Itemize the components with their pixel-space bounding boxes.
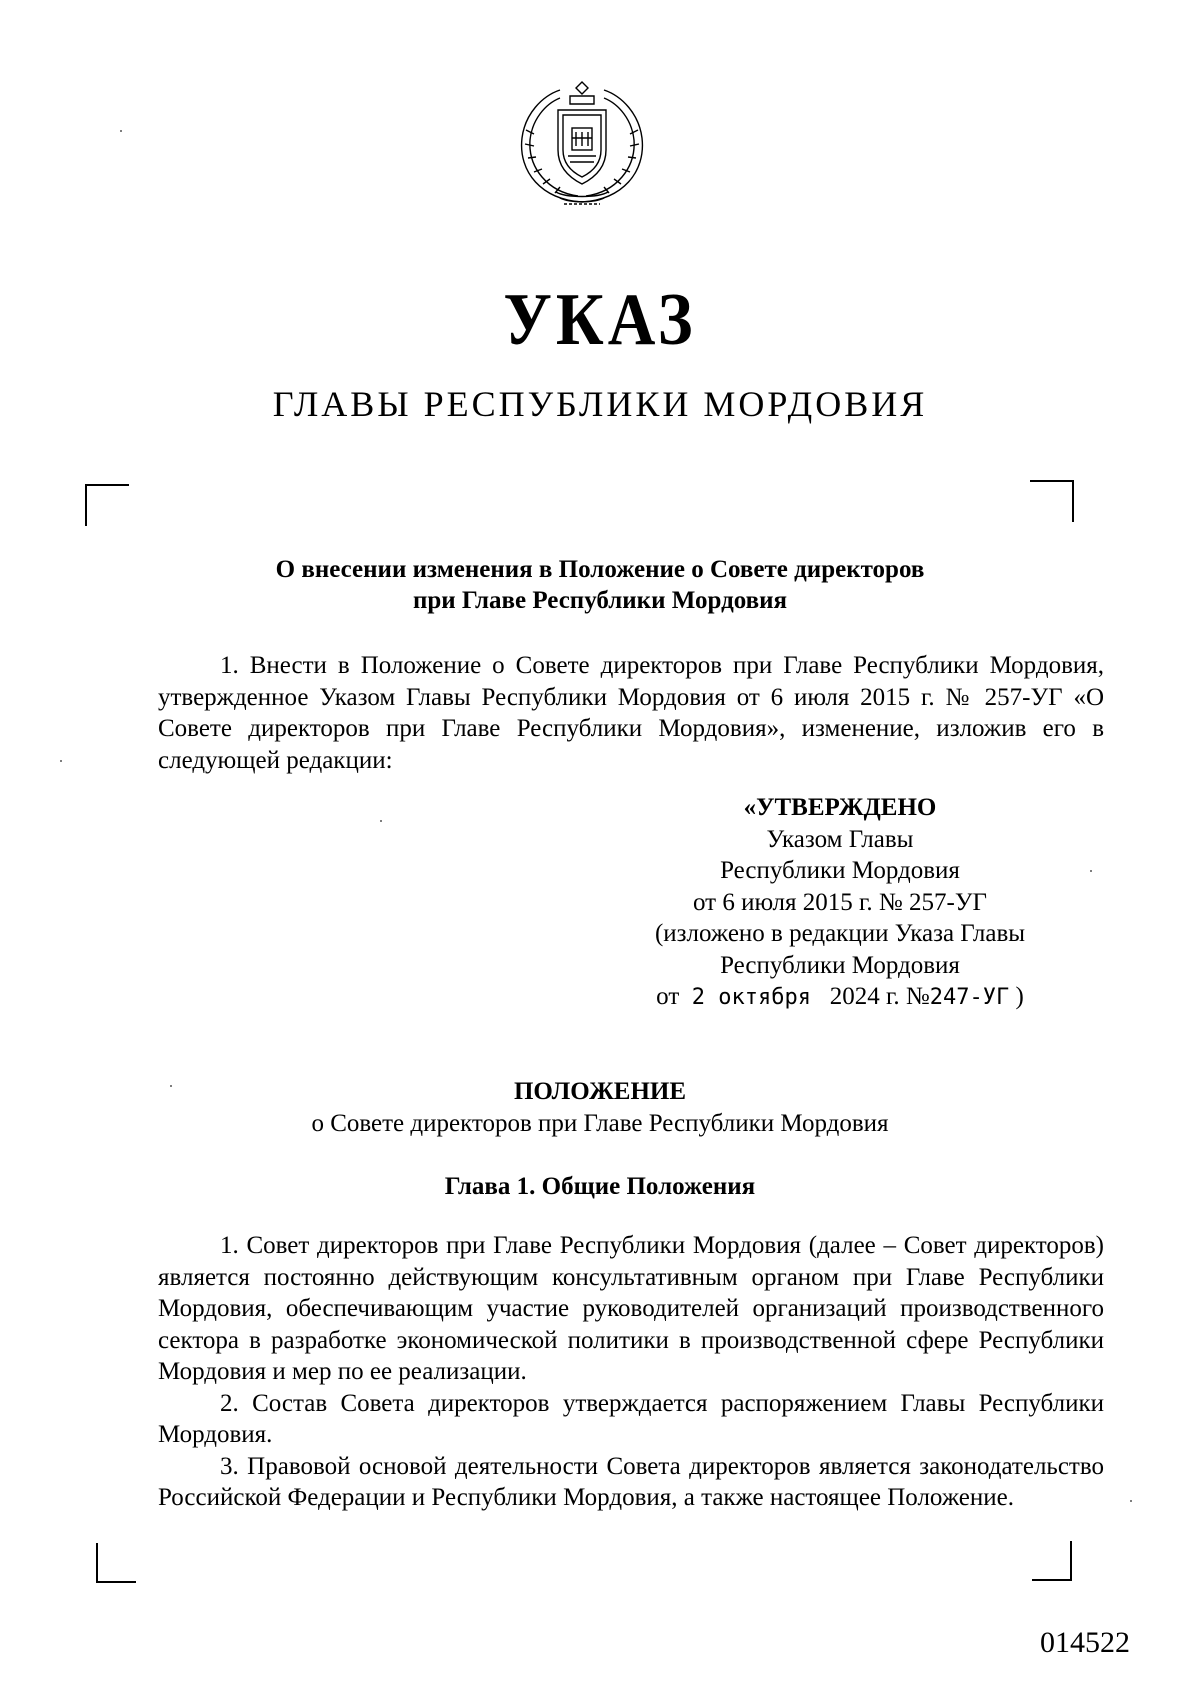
scan-speck	[380, 820, 382, 822]
decree-paragraph: 1. Внести в Положение о Совете директоров при Главе Республики Мордовия, утвержденное Указом Главы Республики Мордовия от 6 июля 2015 г. № 257-УГ «О Совете директоров при Главе Республики Мордовия», изменение, изложив его в следующей редакции:	[158, 652, 1104, 774]
corner-bracket-top-left	[85, 484, 129, 526]
approval-block	[580, 792, 1100, 1014]
approval-line: Республики Мордовия	[720, 857, 960, 884]
regulation-title: ПОЛОЖЕНИЕ	[513, 1078, 687, 1105]
approval-year: 2024 г. №	[829, 983, 930, 1010]
decree-heading-line2: при Главе Республики Мордовия	[412, 587, 788, 614]
regulation-item: 2. Состав Совета директоров утверждается распоряжением Главы Республики Мордовия.	[158, 1389, 1104, 1448]
approval-date-line	[580, 981, 1100, 1014]
regulation-item: 1. Совет директоров при Главе Республики Мордовия (далее – Совет директоров) является постоянно действующим консультативным органом при Главе Республики Мордовия, обеспечивающим участие руководителей организаций производственного сектора в разработке экономической политики в производственной сфере Республики Мордовия и мер по ее реализации.	[158, 1232, 1104, 1385]
approval-date-prefix: от	[656, 983, 680, 1010]
registration-number: 014522	[1040, 1626, 1130, 1659]
coat-of-arms-icon	[512, 80, 652, 212]
approval-line: Указом Главы	[766, 825, 914, 853]
chapter-heading: Глава 1. Общие Положения	[444, 1173, 756, 1200]
decree-body	[158, 650, 1104, 776]
approval-line: Республики Мордовия	[720, 951, 960, 979]
document-title: УКАЗ	[503, 279, 697, 361]
approval-line: от 6 июля 2015 г. № 257-УГ	[692, 888, 988, 916]
approval-number: 247-УГ	[929, 985, 1010, 1010]
corner-bracket-bottom-right	[1032, 1541, 1072, 1581]
corner-bracket-top-right	[1030, 480, 1074, 522]
scan-speck	[170, 1085, 172, 1087]
regulation-subtitle: о Совете директоров при Главе Республики Мордовия	[311, 1110, 889, 1137]
document-subtitle: ГЛАВЫ РЕСПУБЛИКИ МОРДОВИЯ	[272, 384, 928, 424]
scan-speck	[1130, 1500, 1132, 1502]
scan-speck	[60, 760, 62, 762]
approval-line: «УТВЕРЖДЕНО	[743, 794, 937, 821]
regulation-body	[158, 1230, 1104, 1514]
scan-speck	[120, 130, 122, 132]
corner-bracket-bottom-left	[96, 1543, 136, 1583]
approval-date-suffix: )	[1015, 983, 1024, 1010]
approval-line: (изложено в редакции Указа Главы	[654, 920, 1026, 947]
scan-speck	[1090, 870, 1092, 872]
approval-date: 2 октября	[691, 985, 811, 1010]
regulation-item: 3. Правовой основой деятельности Совета директоров является законодательство Российской Федерации и Республики Мордовия, а также настоящее Положение.	[158, 1452, 1104, 1511]
decree-heading-line1: О внесении изменения в Положение о Совете директоров	[275, 556, 925, 583]
